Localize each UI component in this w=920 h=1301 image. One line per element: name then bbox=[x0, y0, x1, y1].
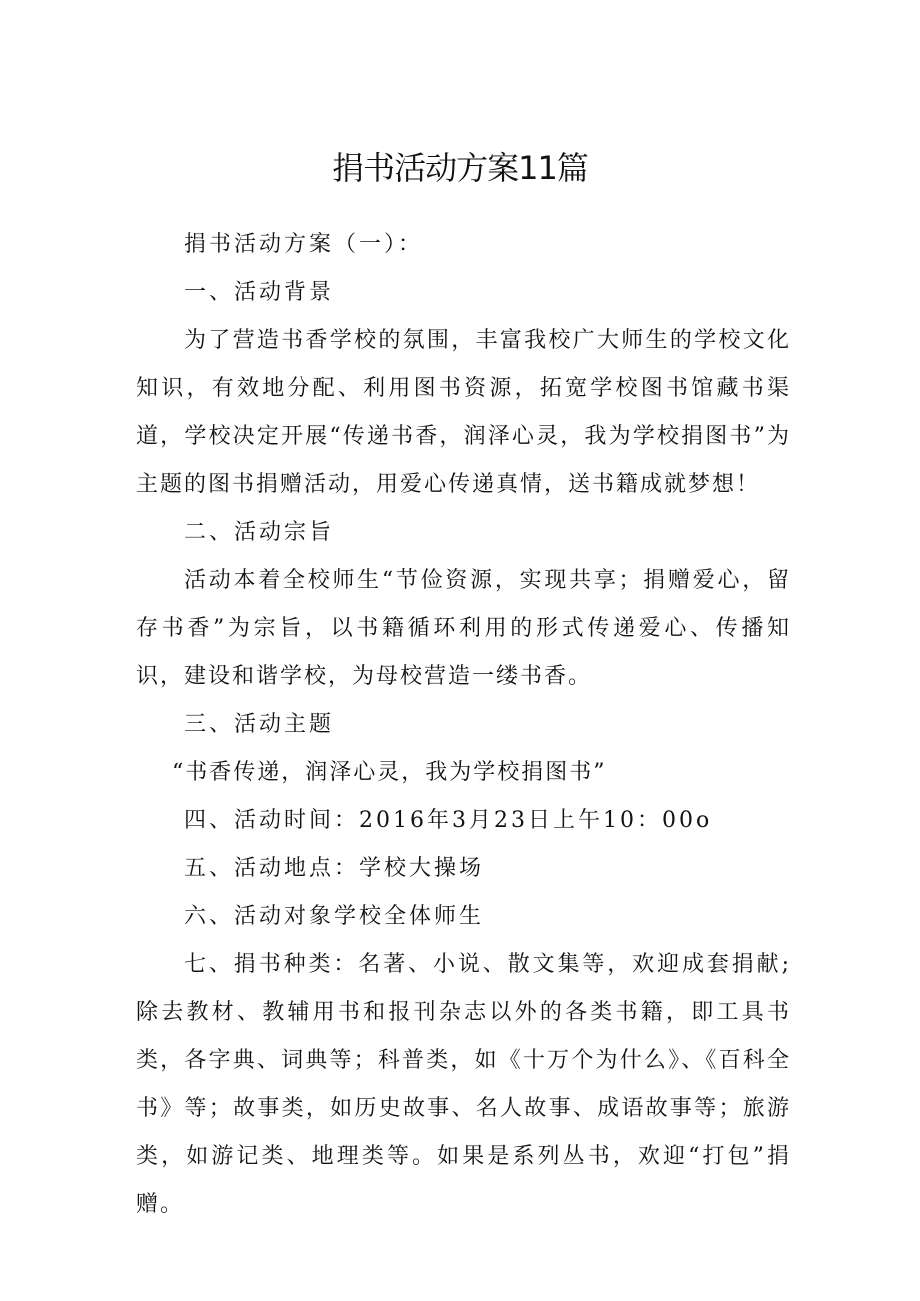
section-heading-purpose: 二、活动宗旨 bbox=[184, 520, 335, 545]
section-text-theme: “书香传递，润泽心灵，我为学校捐图书” bbox=[172, 760, 607, 785]
document-body bbox=[136, 221, 791, 1229]
page-title: 捐书活动方案11篇 bbox=[332, 149, 588, 187]
section-text-purpose: 活动本着全校师生“节俭资源，实现共享；捐赠爱心，留存书香”为宗旨，以书籍循环利用的形式传递爱心、传播知识，建设和谐学校，为母校营造一缕书香。 bbox=[136, 568, 791, 689]
section-line-time: 四、活动时间：2016年3月23日上午10：00o bbox=[184, 808, 713, 833]
section-heading-theme: 三、活动主题 bbox=[184, 712, 335, 737]
section-text-book-types: 七、捐书种类：名著、小说、散文集等，欢迎成套捐献;除去教材、教辅用书和报刊杂志以外的各类书籍，即工具书类，各字典、词典等；科普类，如《十万个为什么》、《百科全书》等；故事类，如历史故事、名人故事、成语故事等；旅游类，如游记类、地理类等。如果是系列丛书，欢迎“打包”捐赠。 bbox=[136, 952, 791, 1217]
plan-subtitle: 捐书活动方案（一）： bbox=[184, 232, 424, 257]
section-line-location: 五、活动地点：学校大操场 bbox=[184, 856, 485, 881]
section-text-background: 为了营造书香学校的氛围，丰富我校广大师生的学校文化知识，有效地分配、利用图书资源，拓宽学校图书馆藏书渠道，学校决定开展“传递书香，润泽心灵，我为学校捐图书”为主题的图书捐赠活动，用爱心传递真情，送书籍成就梦想！ bbox=[136, 328, 791, 497]
section-heading-background: 一、活动背景 bbox=[184, 280, 335, 305]
section-line-participants: 六、活动对象学校全体师生 bbox=[184, 904, 485, 929]
